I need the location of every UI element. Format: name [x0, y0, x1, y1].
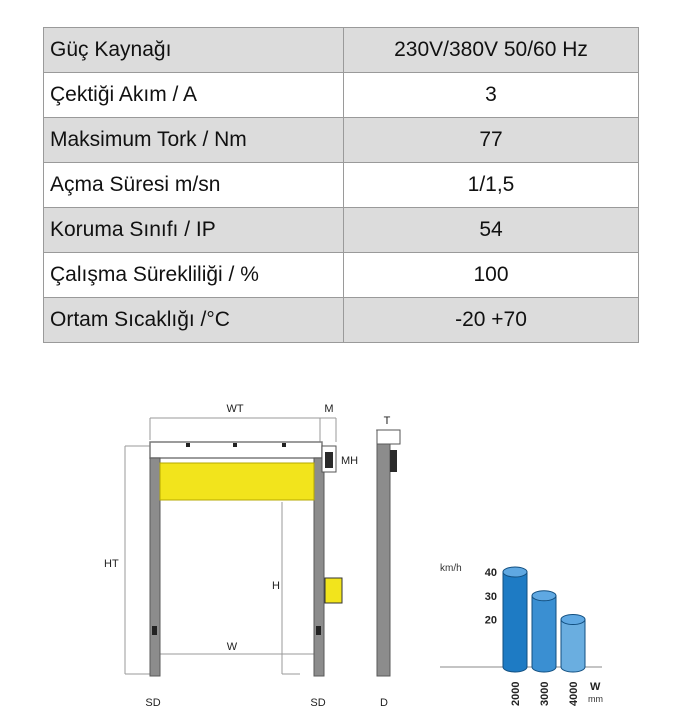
side-view: [377, 430, 400, 676]
chart-bar-label: 2000: [510, 681, 522, 706]
chart-bar: [532, 596, 556, 672]
spec-value: 100: [344, 253, 639, 298]
label-t: T: [383, 415, 391, 427]
spec-row: [44, 253, 639, 298]
speed-chart: [440, 563, 603, 706]
header-bolt: [186, 443, 190, 447]
spec-value: 77: [344, 118, 639, 163]
label-m: M: [324, 403, 334, 415]
spec-label: Koruma Sınıfı / IP: [44, 208, 344, 253]
motor: [325, 452, 333, 468]
chart-tick-label: 40: [484, 567, 497, 579]
chart-bar-top: [503, 567, 527, 577]
chart-bar: [561, 620, 585, 673]
spec-row: [44, 118, 639, 163]
header-bolt: [233, 443, 237, 447]
spec-row: [44, 208, 639, 253]
right-sensor: [316, 626, 321, 635]
chart-x-title: W: [590, 681, 601, 693]
control-box: [325, 578, 342, 603]
left-post: [150, 458, 160, 676]
spec-row: [44, 28, 639, 73]
spec-value: 1/1,5: [344, 163, 639, 208]
label-mh: MH: [341, 455, 359, 467]
spec-value: 230V/380V 50/60 Hz: [344, 28, 639, 73]
label-wt: WT: [226, 403, 244, 415]
chart-bar-top: [532, 591, 556, 601]
spec-label: Maksimum Tork / Nm: [44, 118, 344, 163]
label-w: W: [226, 641, 238, 653]
chart-bar: [503, 572, 527, 672]
chart-bar-top: [561, 615, 585, 625]
spec-table: [43, 27, 639, 343]
spec-row: [44, 73, 639, 118]
spec-label: Çektiği Akım / A: [44, 73, 344, 118]
spec-label: Açma Süresi m/sn: [44, 163, 344, 208]
chart-ticks: [485, 567, 497, 627]
label-d: D: [380, 697, 388, 709]
chart-bars: [503, 567, 585, 672]
spec-row: [44, 298, 639, 343]
label-sd-left: SD: [145, 697, 161, 709]
chart-bar-label: 4000: [568, 681, 580, 706]
right-post: [314, 458, 324, 676]
label-sd-right: SD: [310, 697, 326, 709]
spec-row: [44, 163, 639, 208]
chart-tick-label: 20: [484, 614, 497, 627]
label-ht: HT: [104, 558, 119, 570]
chart-unit-label: km/h: [440, 563, 462, 574]
spec-label: Güç Kaynağı: [44, 28, 344, 73]
spec-label: Ortam Sıcaklığı /°C: [44, 298, 344, 343]
spec-label: Çalışma Sürekliliği / %: [44, 253, 344, 298]
spec-value: -20 +70: [344, 298, 639, 343]
chart-tick-label: 30: [484, 590, 497, 603]
header-bolt: [282, 443, 286, 447]
spec-value: 3: [344, 73, 639, 118]
chart-bar-label: 3000: [539, 681, 551, 706]
left-sensor: [152, 626, 157, 635]
chart-bar-labels: [510, 682, 580, 706]
chart-x-unit: mm: [588, 694, 603, 704]
door-diagram: [0, 380, 685, 719]
door-curtain: [160, 463, 314, 500]
spec-value: 54: [344, 208, 639, 253]
spec-table-body: [44, 28, 639, 343]
label-h: H: [272, 580, 280, 592]
